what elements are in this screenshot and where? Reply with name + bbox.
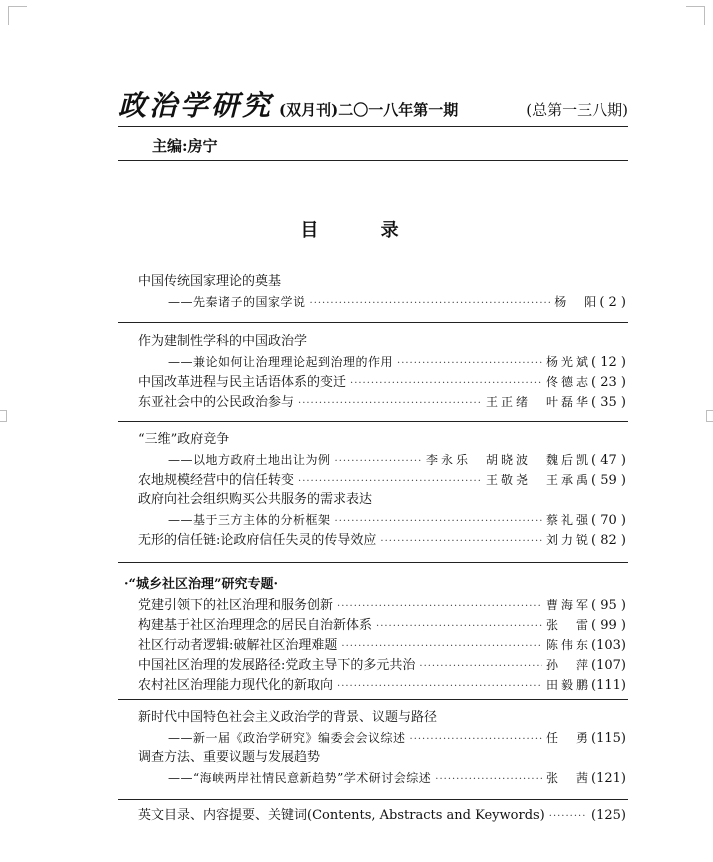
toc-entry[interactable] <box>138 372 626 392</box>
leader-dots <box>335 512 543 532</box>
toc-group <box>138 272 626 312</box>
entry-page-number: ( 95 ) <box>591 598 626 613</box>
entry-title: 中国改革进程与民主话语体系的变迁 <box>138 375 347 390</box>
issue-label: (双月刊)二〇一八年第一期 <box>279 101 459 119</box>
entry-author: 刘力锐 <box>546 533 592 547</box>
header-rule <box>118 160 628 161</box>
entry-page-number: (121) <box>591 771 626 786</box>
section-rule <box>118 799 628 800</box>
leader-dots <box>549 807 587 827</box>
entry-page-number: ( 35 ) <box>591 395 626 410</box>
entry-page-number: (107) <box>591 658 626 673</box>
leader-dots <box>350 374 542 394</box>
entry-title: ——新一届《政治学研究》编委会会议综述 <box>168 731 406 745</box>
editor-line: 主编:房宁 <box>152 137 218 155</box>
leader-dots <box>298 394 482 414</box>
leader-dots <box>419 657 542 677</box>
entry-author: 任 勇 <box>546 731 592 745</box>
toc-heading: 目 录 <box>300 220 427 241</box>
toc-group <box>138 806 626 826</box>
entry-page-number: ( 2 ) <box>599 295 626 310</box>
entry-title: 新时代中国特色社会主义政治学的背景、议题与路径 <box>138 710 438 725</box>
leader-dots <box>341 637 542 657</box>
toc-entry[interactable] <box>138 272 626 292</box>
entry-page-number: ( 12 ) <box>591 355 626 370</box>
toc-entry[interactable] <box>138 332 626 352</box>
entry-title: 调查方法、重要议题与发展趋势 <box>138 750 321 765</box>
entry-title: ——先秦诸子的国家学说 <box>168 295 306 309</box>
toc-entry[interactable] <box>138 635 626 655</box>
toc-entry[interactable] <box>138 470 626 490</box>
leader-dots <box>298 472 482 492</box>
entry-title: 农村社区治理能力现代化的新取向 <box>138 678 334 693</box>
total-issue-label: (总第一三八期) <box>526 101 628 119</box>
entry-author: 王敬尧 王承禹 <box>486 473 592 487</box>
toc-subtitle-entry[interactable] <box>138 728 626 748</box>
entry-title: 政府向社会组织购买公共服务的需求表达 <box>138 492 373 507</box>
toc-subtitle-entry[interactable] <box>138 510 626 530</box>
entry-title: 英文目录、内容提要、关键词(Contents, Abstracts and Keywords) <box>138 808 545 823</box>
toc-entry[interactable] <box>138 748 626 768</box>
page-corner-mark <box>686 6 705 25</box>
toc-subtitle-entry[interactable] <box>138 292 626 312</box>
entry-author: 张 雷 <box>546 618 592 632</box>
entry-page-number: ( 99 ) <box>591 618 626 633</box>
entry-page-number: ( 23 ) <box>591 375 626 390</box>
entry-author: 杨光斌 <box>546 355 592 369</box>
journal-title: 政治学研究 <box>118 89 274 122</box>
entry-title: 社区行动者逻辑:破解社区治理难题 <box>138 638 338 653</box>
entry-author: 王正绪 叶磊华 <box>486 395 592 409</box>
toc-entry[interactable] <box>138 655 626 675</box>
toc-group <box>138 332 626 412</box>
toc-entry[interactable] <box>138 675 626 695</box>
section-rule <box>118 562 628 563</box>
entry-author: 孙 萍 <box>546 658 592 672</box>
leader-dots <box>337 677 542 697</box>
entry-title: 无形的信任链:论政府信任失灵的传导效应 <box>138 533 377 548</box>
section-rule <box>118 421 628 422</box>
section-rule <box>118 322 628 323</box>
entry-author: 蔡礼强 <box>546 513 592 527</box>
leader-dots <box>337 597 542 617</box>
toc-entry[interactable] <box>138 595 626 615</box>
toc-entry[interactable] <box>138 392 626 412</box>
entry-title: ——以地方政府土地出让为例 <box>168 453 331 467</box>
entry-title: “三维”政府竞争 <box>138 432 230 447</box>
entry-page-number: ( 70 ) <box>591 513 626 528</box>
entry-author: 李永乐 胡晓波 魏后凯 <box>426 453 592 467</box>
entry-title: 作为建制性学科的中国政治学 <box>138 334 308 349</box>
entry-author: 田毅鹏 <box>546 678 592 692</box>
entry-author: 张 茜 <box>546 771 592 785</box>
entry-author: 佟德志 <box>546 375 592 389</box>
toc-entry[interactable] <box>138 530 626 550</box>
entry-page-number: ( 59 ) <box>591 473 626 488</box>
entry-title: ——兼论如何让治理理论起到治理的作用 <box>168 355 394 369</box>
entry-title: 农地规模经营中的信任转变 <box>138 473 295 488</box>
toc-subtitle-entry[interactable] <box>138 352 626 372</box>
entry-page-number: (115) <box>591 731 626 746</box>
leader-dots <box>376 617 542 637</box>
header-rule <box>118 126 628 127</box>
toc-entry[interactable] <box>138 806 626 826</box>
entry-page-number: ( 82 ) <box>591 533 626 548</box>
leader-dots <box>380 532 542 552</box>
entry-page-number: (125) <box>591 808 626 823</box>
page-side-mark <box>0 410 7 422</box>
toc-group <box>124 575 626 695</box>
toc-group <box>138 430 626 550</box>
leader-dots <box>397 354 542 374</box>
special-topic-heading: ·“城乡社区治理”研究专题· <box>124 577 279 592</box>
toc-group <box>138 708 626 788</box>
entry-title: 中国传统国家理论的奠基 <box>138 274 282 289</box>
entry-author: 杨 阳 <box>554 295 600 309</box>
entry-title: 党建引领下的社区治理和服务创新 <box>138 598 334 613</box>
entry-page-number: (111) <box>591 678 626 693</box>
entry-author: 陈伟东 <box>546 638 592 652</box>
leader-dots <box>435 770 542 790</box>
entry-title: 构建基于社区治理理念的居民自治新体系 <box>138 618 373 633</box>
toc-subtitle-entry[interactable] <box>138 768 626 788</box>
leader-dots <box>310 294 551 314</box>
toc-entry[interactable] <box>138 615 626 635</box>
section-rule <box>118 699 628 700</box>
entry-page-number: ( 47 ) <box>591 453 626 468</box>
page-side-mark <box>706 410 713 422</box>
toc-entry[interactable] <box>138 430 626 450</box>
entry-title: 东亚社会中的公民政治参与 <box>138 395 295 410</box>
toc-entry[interactable] <box>138 490 626 510</box>
masthead <box>118 84 628 124</box>
entry-title: ——“海峡两岸社情民意新趋势”学术研讨会综述 <box>168 771 432 785</box>
page-corner-mark <box>8 6 27 25</box>
leader-dots <box>335 452 423 472</box>
entry-title: 中国社区治理的发展路径:党政主导下的多元共治 <box>138 658 416 673</box>
entry-author: 曹海军 <box>546 598 592 612</box>
entry-title: ——基于三方主体的分析框架 <box>168 513 331 527</box>
entry-page-number: (103) <box>591 638 626 653</box>
toc-subtitle-entry[interactable] <box>138 450 626 470</box>
leader-dots <box>410 730 543 750</box>
toc-entry[interactable] <box>138 708 626 728</box>
